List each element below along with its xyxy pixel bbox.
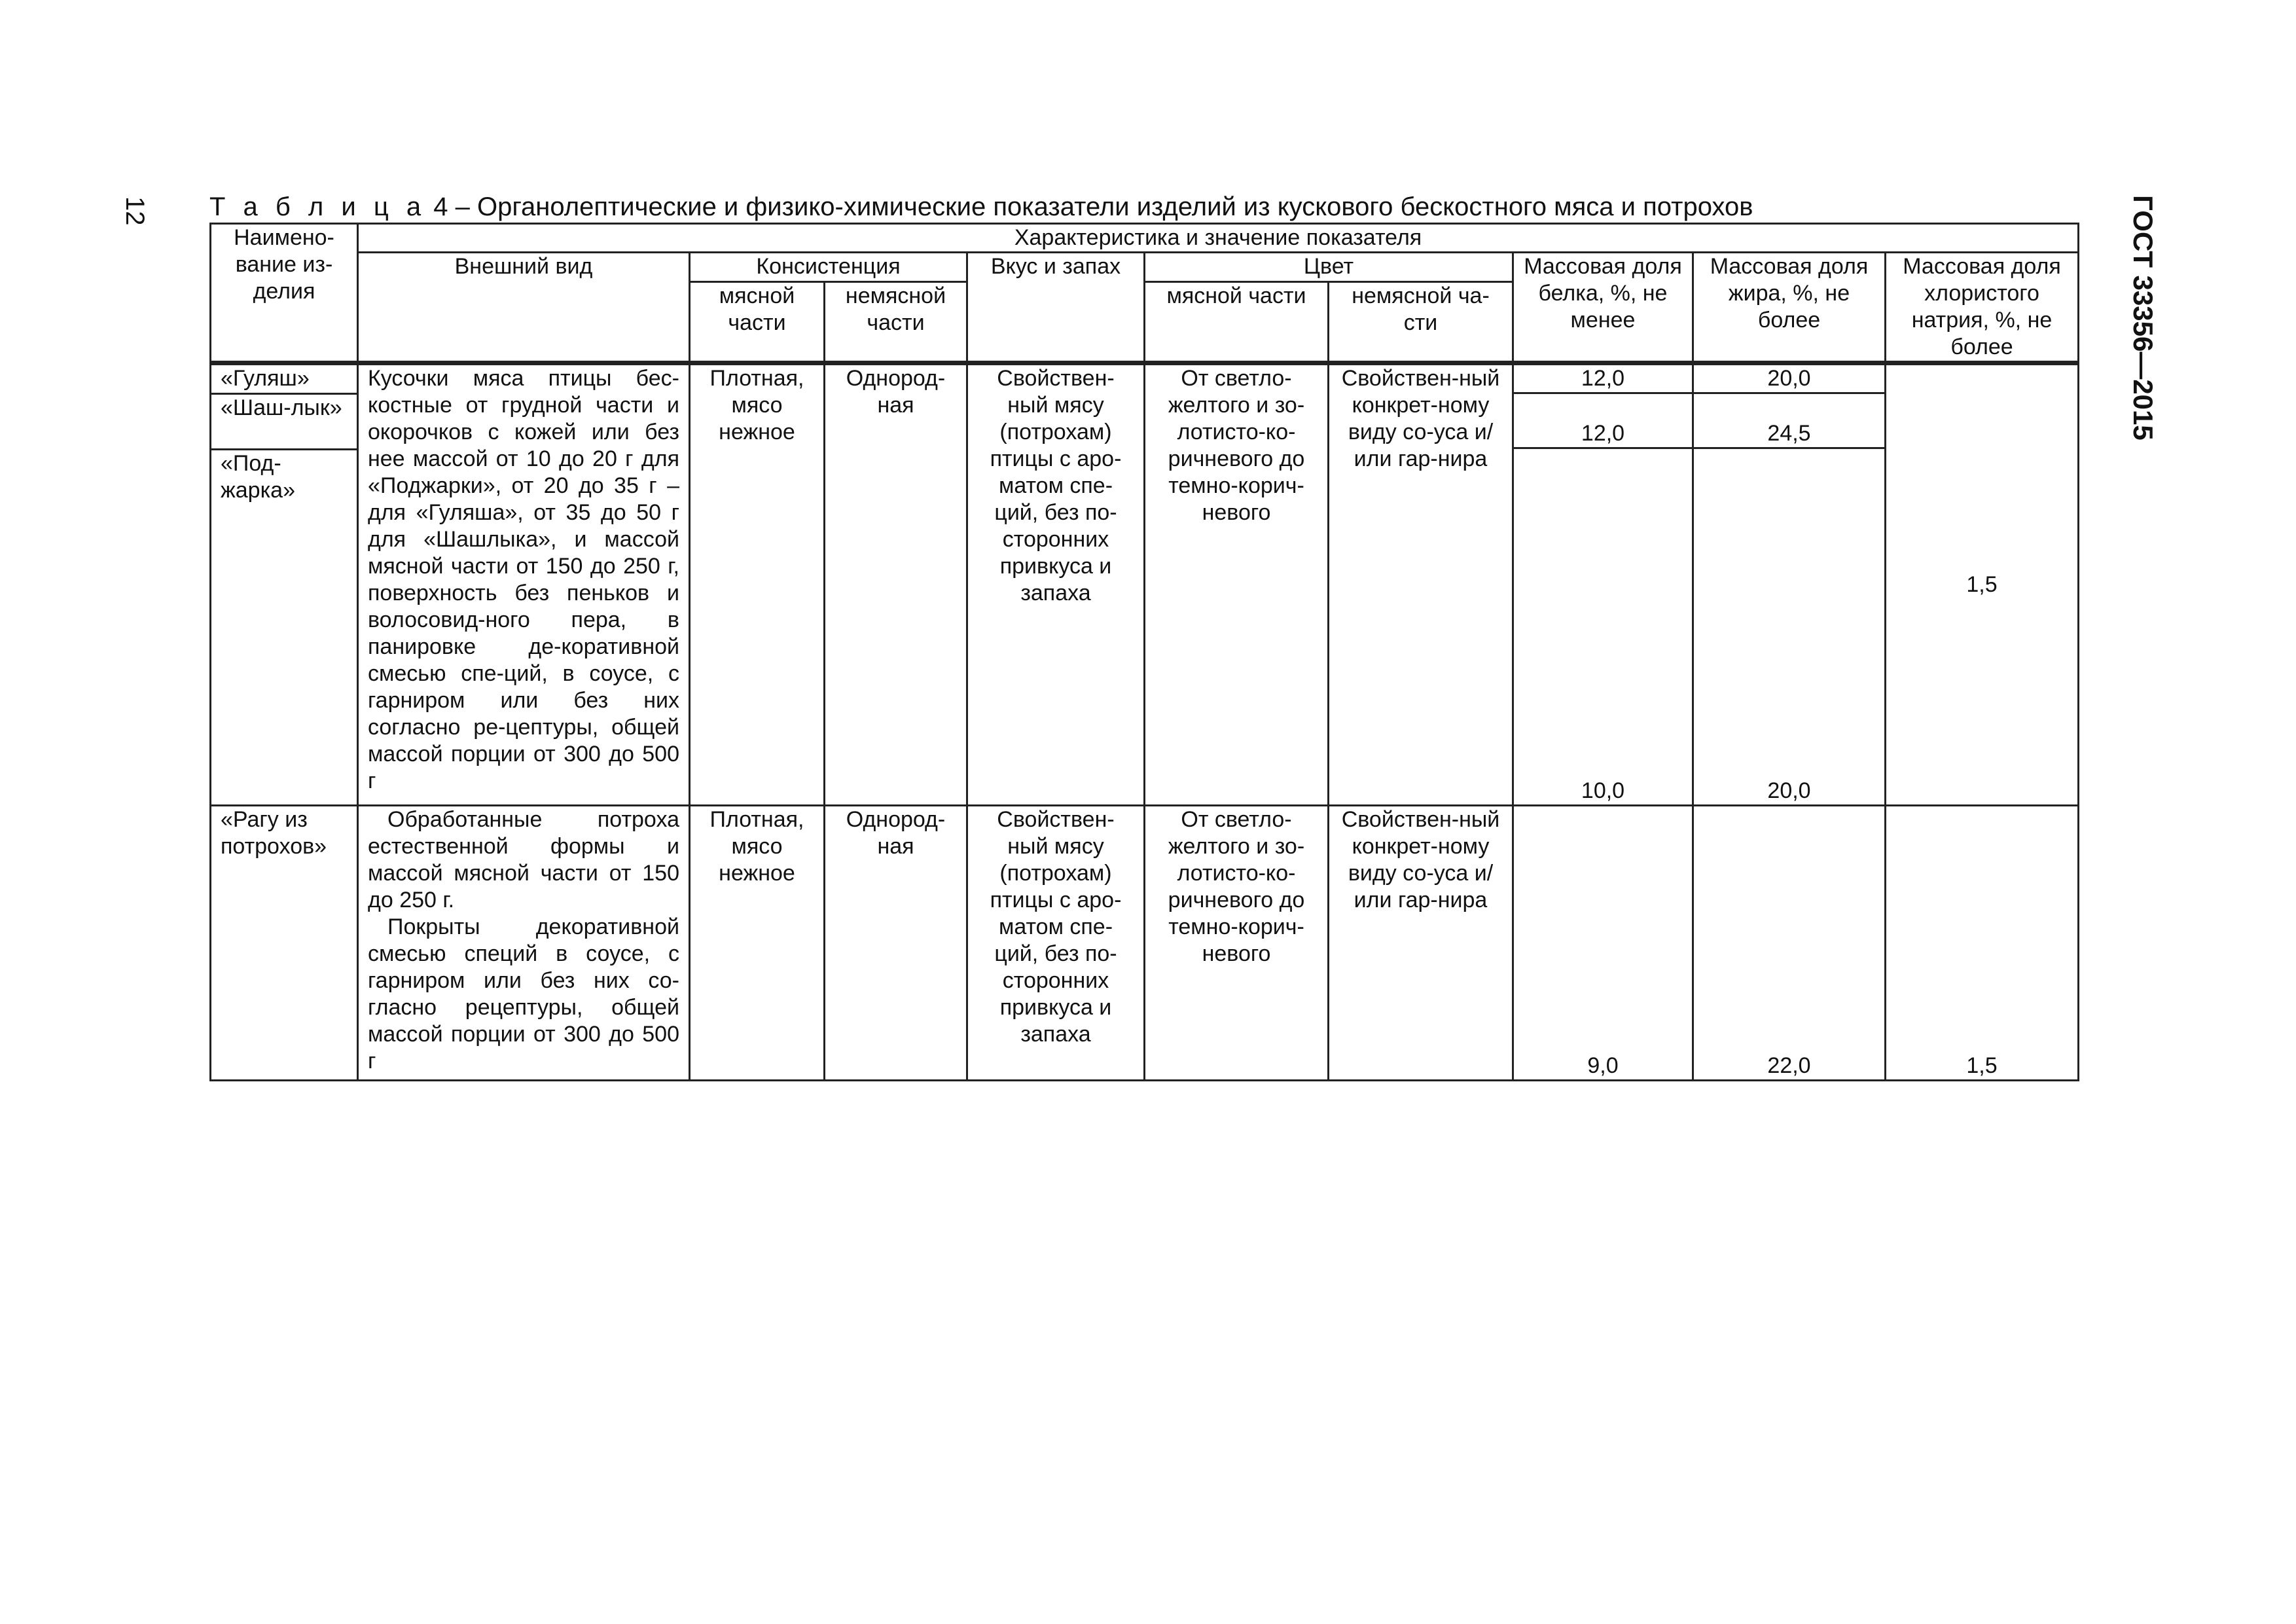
row2-taste: Свойствен-ный мясу (потрохам) птицы с аро-матом спе-ций, без по-сторонних привкуса и запаха: [967, 806, 1145, 1081]
header-salt: Массовая доля хлористого натрия, %, не более: [1886, 253, 2079, 363]
group1-salt: 1,5: [1886, 363, 2079, 806]
row2-salt: 1,5: [1886, 806, 2079, 1081]
group1-consistency-meat: Плотная, мясо нежное: [690, 363, 825, 806]
row2-name: «Рагу из потрохов»: [211, 806, 358, 1081]
table-caption: [209, 191, 1753, 223]
row2-consistency-meat: Плотная, мясо нежное: [690, 806, 825, 1081]
group1-taste: Свойствен-ный мясу (потрохам) птицы с аро-матом спе-ций, без по-сторонних привкуса и запаха: [967, 363, 1145, 806]
header-color-meat: мясной части: [1145, 282, 1329, 363]
protein-shashlyk: 12,0: [1513, 393, 1693, 448]
header-color-nonmeat: немясной ча-сти: [1329, 282, 1513, 363]
name-gulyash: «Гуляш»: [211, 365, 357, 395]
fat-podzharka: 20,0: [1693, 448, 1886, 806]
header-protein: Массовая доля белка, %, не менее: [1513, 253, 1693, 363]
row2-fat: 22,0: [1693, 806, 1886, 1081]
group1-consistency-nonmeat: Однород-ная: [825, 363, 967, 806]
header-consistency: Консистенция: [690, 253, 967, 282]
group1-appearance: Кусочки мяса птицы бес-костные от грудной части и окорочков с кожей или без нее массой от 10 до 20 г для «Поджарки», от 20 до 35 г – для «Гуляша», от 35 до 50 г для «Шашлыка», и массой мясной части от 150 до 250 г, поверхность без пеньков и волосовид-ного пера, в панировке де-коративной смесью спе-ций, в соусе, с гарниром или без них согласно ре-цептуры, общей массой порции от 300 до 500 г: [358, 363, 690, 806]
protein-podzharka: 10,0: [1513, 448, 1693, 806]
row2-protein: 9,0: [1513, 806, 1693, 1081]
header-appearance: Внешний вид: [358, 253, 690, 363]
caption-label: Т а б л и ц а: [209, 192, 427, 221]
header-fat: Массовая доля жира, %, не более: [1693, 253, 1886, 363]
caption-text: 4 – Органолептические и физико-химические показатели изделий из кускового бескостного мяса и потрохов: [433, 192, 1753, 221]
name-shashlyk: «Шаш-лык»: [211, 395, 357, 450]
protein-gulyash: 12,0: [1513, 363, 1693, 393]
row2-consistency-nonmeat: Однород-ная: [825, 806, 967, 1081]
group1-names-cell: [211, 363, 358, 806]
header-name: Наимено-вание из-делия: [211, 224, 358, 363]
page-number: 12: [120, 196, 149, 226]
header-consistency-nonmeat: немясной части: [825, 282, 967, 363]
header-color: Цвет: [1145, 253, 1513, 282]
name-podzharka: «Под-жарка»: [221, 451, 296, 503]
row2-color-nonmeat: Свойствен-ный конкрет-ному виду со-уса и/или гар-нира: [1329, 806, 1513, 1081]
row2-color-meat: От светло-желтого и зо-лотисто-ко-ричневого до темно-корич-невого: [1145, 806, 1329, 1081]
fat-shashlyk: 24,5: [1693, 393, 1886, 448]
fat-gulyash: 20,0: [1693, 363, 1886, 393]
document-code: ГОСТ 33356—2015: [2128, 195, 2159, 441]
header-group: Характеристика и значение показателя: [358, 224, 2079, 253]
row2-appearance-p2: Покрыты декоративной смесью специй в соусе, с гарниром или без них со-гласно рецептуры, общей массой порции от 300 до 500 г: [368, 914, 679, 1074]
row2-appearance: [358, 806, 690, 1081]
row2-appearance-p1: Обработанные потроха естественной формы и массой мясной части от 150 до 250 г.: [368, 807, 679, 912]
group1-color-meat: От светло-желтого и зо-лотисто-ко-ричневого до темно-корич-невого: [1145, 363, 1329, 806]
header-consistency-meat: мясной части: [690, 282, 825, 363]
indicators-table: [209, 223, 2079, 1081]
header-taste: Вкус и запах: [967, 253, 1145, 363]
group1-color-nonmeat: Свойствен-ный конкрет-ному виду со-уса и/или гар-нира: [1329, 363, 1513, 806]
